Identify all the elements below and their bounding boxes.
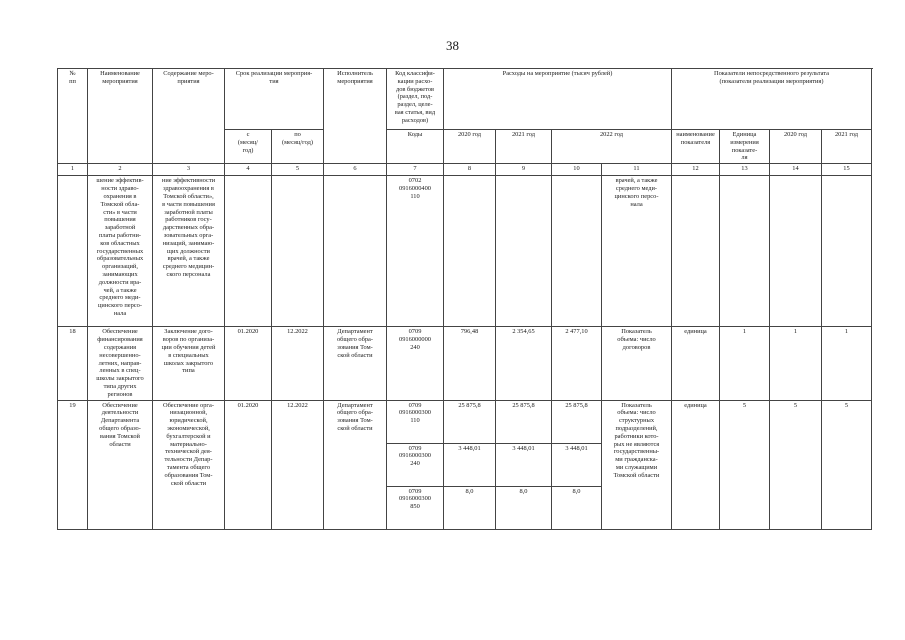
header-period-from: с (месяц/ год) bbox=[225, 130, 272, 164]
cell-expense-2020: 8,0 bbox=[444, 486, 496, 529]
header-indicator-2020: 2020 год bbox=[770, 130, 822, 164]
cell-expense-2020: 796,48 bbox=[444, 327, 496, 400]
column-number: 9 bbox=[496, 164, 552, 176]
cell-period-from bbox=[225, 176, 272, 327]
table-row-continuation bbox=[58, 176, 872, 327]
cell-period-to: 12.2022 bbox=[272, 400, 324, 529]
column-number: 13 bbox=[720, 164, 770, 176]
cell-budget-code: 0709 0916000000 240 bbox=[387, 327, 444, 400]
cell-activity-content: Обеспечение орга- низационной, юридической, экономической, бухгалтерской и материально- технической дея- тельности Депар- тамента общего образования Том- ской области bbox=[153, 400, 225, 529]
cell-activity-name: шение эффектив- ности здраво- охранения в Томской обла- сти» в части повышения заработной платы работни- ков областных государственных образовательных организаций, занимающих должности вра- чей, а также среднего меди- цинского персо- нала bbox=[88, 176, 153, 327]
cell-indicator-unit: единица bbox=[672, 400, 720, 529]
header-num: № пп bbox=[58, 69, 88, 164]
column-number: 10 bbox=[552, 164, 602, 176]
cell-indicator-2022 bbox=[822, 176, 872, 327]
cell-expense-2022: 25 875,8 bbox=[552, 400, 602, 443]
cell-activity-content: Заключение дого- воров по организа- ции обучения детей в специальных школах закрытого типа bbox=[153, 327, 225, 400]
column-number: 3 bbox=[153, 164, 225, 176]
header-period-to: по (месяц/год) bbox=[272, 130, 324, 164]
cell-period-to bbox=[272, 176, 324, 327]
header-codes: Коды bbox=[387, 130, 444, 164]
cell-expense-2020: 3 448,01 bbox=[444, 443, 496, 486]
cell-period-from: 01.2020 bbox=[225, 327, 272, 400]
header-indicator-unit: Единица измерения показате- ля bbox=[720, 130, 770, 164]
cell-indicator-2021: 1 bbox=[770, 327, 822, 400]
table-row-18 bbox=[58, 327, 872, 400]
cell-activity-content: ние эффективности здравоохранения в Томской области», в части повышения заработной платы работников госу- дарственных обра- зовательных орга- низаций, занимаю- щих должности врачей, а также среднего медицин- ского персонала bbox=[153, 176, 225, 327]
cell-indicator-unit bbox=[672, 176, 720, 327]
cell-num bbox=[58, 176, 88, 327]
column-number: 12 bbox=[672, 164, 720, 176]
header-year-2022: 2022 год bbox=[552, 130, 672, 164]
cell-activity-name: Обеспечение финансирования содержания несовершенно- летних, направ- ленных в спец- школы закрытого типа других регионов bbox=[88, 327, 153, 400]
header-expenses: Расходы на мероприятие (тысяч рублей) bbox=[444, 69, 672, 130]
cell-expense-2020: 25 875,8 bbox=[444, 400, 496, 443]
cell-indicator-name: врачей, а также среднего меди- цинского персо- нала bbox=[602, 176, 672, 327]
column-number: 5 bbox=[272, 164, 324, 176]
header-year-2020: 2020 год bbox=[444, 130, 496, 164]
column-number: 6 bbox=[324, 164, 387, 176]
cell-budget-code: 0702 0916000400 110 bbox=[387, 176, 444, 327]
column-number: 2 bbox=[88, 164, 153, 176]
cell-expense-2021: 3 448,01 bbox=[496, 443, 552, 486]
cell-period-to: 12.2022 bbox=[272, 327, 324, 400]
cell-num: 19 bbox=[58, 400, 88, 529]
column-number: 1 bbox=[58, 164, 88, 176]
cell-executor: Департамент общего обра- зования Том- ской области bbox=[324, 327, 387, 400]
table-row-19 bbox=[58, 400, 872, 443]
column-number: 11 bbox=[602, 164, 672, 176]
cell-indicator-name: Показатель объема: число договоров bbox=[602, 327, 672, 400]
cell-expense-2021: 25 875,8 bbox=[496, 400, 552, 443]
cell-expense-2022: 2 477,10 bbox=[552, 327, 602, 400]
cell-indicator-2021: 5 bbox=[770, 400, 822, 529]
header-indicator-2021: 2021 год bbox=[822, 130, 872, 164]
cell-expense-2021: 8,0 bbox=[496, 486, 552, 529]
header-executor: Исполнитель мероприятия bbox=[324, 69, 387, 164]
cell-budget-code: 0709 0916000300 240 bbox=[387, 443, 444, 486]
cell-indicator-2022: 5 bbox=[822, 400, 872, 529]
cell-expense-2022 bbox=[552, 176, 602, 327]
column-number: 7 bbox=[387, 164, 444, 176]
header-activity-content: Содержание меро- приятия bbox=[153, 69, 225, 164]
header-indicator-name: наименование показателя bbox=[672, 130, 720, 164]
column-number: 15 bbox=[822, 164, 872, 176]
cell-expense-2021 bbox=[496, 176, 552, 327]
cell-executor bbox=[324, 176, 387, 327]
cell-indicator-2022: 1 bbox=[822, 327, 872, 400]
cell-expense-2021: 2 354,65 bbox=[496, 327, 552, 400]
cell-num: 18 bbox=[58, 327, 88, 400]
header-period: Срок реализации мероприя- тия bbox=[225, 69, 324, 130]
cell-indicator-2021 bbox=[770, 176, 822, 327]
page-number: 38 bbox=[446, 38, 459, 53]
cell-indicator-name: Показатель объема: число структурных подразделений, работники кото- рых не являются государственны- ми гражданска- ми служащими Томской области bbox=[602, 400, 672, 529]
cell-indicator-2020: 5 bbox=[720, 400, 770, 529]
cell-budget-code: 0709 0916000300 850 bbox=[387, 486, 444, 529]
column-number: 14 bbox=[770, 164, 822, 176]
cell-activity-name: Обеспечение деятельности Департамента общего образо- вания Томской области bbox=[88, 400, 153, 529]
header-budget-code: Код классифи- кации расхо- дов бюджетов (раздел, под- раздел, целе- вая статья, вид расходов) bbox=[387, 69, 444, 130]
cell-indicator-unit: единица bbox=[672, 327, 720, 400]
cell-period-from: 01.2020 bbox=[225, 400, 272, 529]
cell-executor: Департамент общего обра- зования Том- ской области bbox=[324, 400, 387, 529]
program-activities-table bbox=[57, 68, 872, 530]
cell-expense-2022: 8,0 bbox=[552, 486, 602, 529]
header-indicators: Показатели непосредственного результата (показатели реализации мероприятия) bbox=[672, 69, 872, 130]
cell-indicator-2020 bbox=[720, 176, 770, 327]
column-number: 4 bbox=[225, 164, 272, 176]
cell-expense-2020 bbox=[444, 176, 496, 327]
cell-indicator-2020: 1 bbox=[720, 327, 770, 400]
cell-budget-code: 0709 0916000300 110 bbox=[387, 400, 444, 443]
header-activity-name: Наименование мероприятия bbox=[88, 69, 153, 164]
table-header-row bbox=[58, 69, 872, 130]
column-number-row bbox=[58, 164, 872, 176]
header-year-2021: 2021 год bbox=[496, 130, 552, 164]
cell-expense-2022: 3 448,01 bbox=[552, 443, 602, 486]
column-number: 8 bbox=[444, 164, 496, 176]
